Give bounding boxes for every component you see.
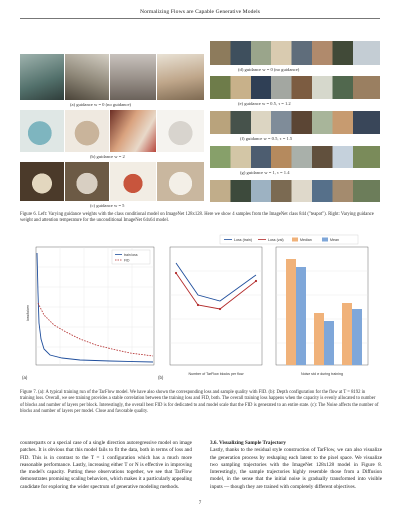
legend-swatch-mean xyxy=(322,238,328,242)
panel-label-a: (a) xyxy=(22,375,28,380)
legend-label-loss-val: Loss (val) xyxy=(268,238,284,242)
sample-image xyxy=(157,162,204,201)
sample-image xyxy=(157,110,204,152)
xlabel-right: Noise std σ during training xyxy=(301,372,343,376)
running-header: Normalizing Flows are Capable Generative Models xyxy=(139,9,261,15)
legend-label-fid: FID xyxy=(124,258,130,263)
fig6-caption-c: (c) guidance w = 5 xyxy=(90,203,125,208)
left-column-text: counterparts or a special case of a single direction autoregressive model on image patches. It is obvious that this model fails to fit the data, both in terms of loss and FID. This is in contrast to the T = 1 configuration which has a much more reasonable performance. Lastly, increasing either T or N is effective in improving the model's capacity. Putting these observations together, we see that TarFlow demonstrates promising scaling behaviors, which makes it a particularly appealing candidate for exploring the wider spectrum of generative modeling methods. xyxy=(20,440,192,490)
figure-6-caption: Figure 6. Left: Varying guidance weights with the class conditional model on ImageNet 128x128. Here we show 4 samples from the ImageNet class 844 ("teapot"). Right: Varying guidance weight and attention temperature for the unconditional ImageNet 64x64 model. xyxy=(20,212,374,224)
panel-label-b: (b) xyxy=(158,375,164,380)
plot-a xyxy=(26,247,154,365)
legend-label-mean: Mean xyxy=(330,238,339,242)
fig6-caption-d: (d) guidance w = 0 (no guidance) xyxy=(238,67,300,72)
figure-7-caption: Figure 7. (a): A typical training run of the TarFlow model. We have also shown the corresponding loss and sample quality with FID. (b): Depth configuration for the flow at T = 8192 in training loss. Overall, we see training provides a stable correlation between the training loss and FID, both. The overall training loss happens when the capacity is evenly allocated to number of blocks and number of layers per block. Interestingly, the overall best FID is for dedicated to and model scale that the FID is generated to an entire state. (c): The Noise affects the number of blocks and number of layers per model. Close and favorable quality. xyxy=(20,390,379,415)
section-title: 3.6. Visualizing Sample Trajectory xyxy=(210,440,287,446)
thumb-row xyxy=(210,180,380,202)
thumb-row xyxy=(210,41,380,65)
figure-7-plots xyxy=(20,233,380,385)
sample-image xyxy=(110,110,156,152)
sample-image xyxy=(110,162,156,201)
sample-image xyxy=(157,54,204,100)
sample-image xyxy=(20,54,64,100)
page-number: 7 xyxy=(198,501,202,506)
legend-label-loss-train: Loss (train) xyxy=(234,238,252,242)
legend-label-median: Median xyxy=(300,238,312,242)
fig6-caption-a: (a) guidance w = 0 (no guidance) xyxy=(70,102,132,107)
sample-image xyxy=(65,110,109,152)
fig6-caption-e: (e) guidance w = 0.5, τ = 1.2 xyxy=(238,101,291,106)
plot-b xyxy=(170,247,262,376)
thumb-row xyxy=(210,111,380,134)
right-column-text: Lastly, thanks to the residual style construction of TarFlow, we can also visualize the generation process by reshaping each latent to the pixel space. We visualize two sampling trajectories with the ImageNet 128x128 model in Figure 8. Interestingly, the sample trajectories highly resemble those from a Diffusion model, in the sense that the initial noise is gradually transformed into visible inputs — though they are trained with completely different objectives. xyxy=(210,447,382,490)
sample-image xyxy=(110,54,156,100)
thumb-row xyxy=(210,146,380,168)
sample-image xyxy=(20,110,64,152)
sample-image xyxy=(65,54,109,100)
fig6-caption-b: (b) guidance w = 2 xyxy=(90,154,125,159)
sample-image xyxy=(20,162,64,201)
legend-label-train-loss: train loss xyxy=(124,253,138,257)
xlabel-mid: Number of TarFlow blocks per flow xyxy=(188,372,244,376)
fig6-caption-g: (g) guidance w = 1, τ = 1.4 xyxy=(240,170,290,175)
plot-c xyxy=(276,247,368,376)
sample-image xyxy=(65,162,109,201)
header-rule xyxy=(20,18,380,19)
legend-swatch-median xyxy=(292,238,298,242)
thumb-row xyxy=(210,76,380,99)
fig6-caption-f: (f) guidance w = 0.5, τ = 1.5 xyxy=(240,136,293,141)
ylabel-left: loss/token xyxy=(26,304,30,322)
right-column xyxy=(210,440,382,491)
